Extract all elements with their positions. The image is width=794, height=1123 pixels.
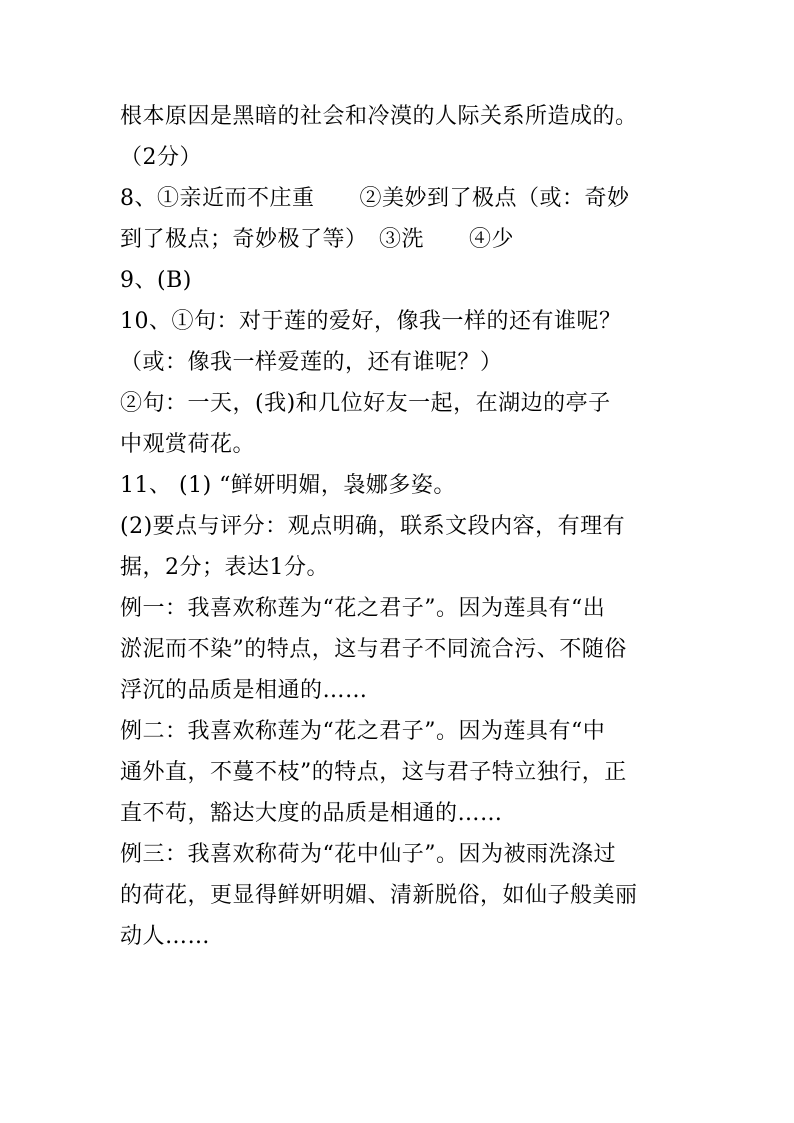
text-line: 浮沉的品质是相通的…… [120, 678, 368, 703]
text-line: 到了极点；奇妙极了等） ③洗 ④少 [120, 227, 515, 252]
text-line: 淤泥而不染”的特点，这与君子不同流合污、不随俗 [120, 637, 627, 662]
answer-8-line: 8、①亲近而不庄重 ②美妙到了极点（或：奇妙 [120, 186, 630, 211]
answer-9-line: 9、(B) [120, 268, 192, 293]
example-2-line: 例二：我喜欢称莲为“花之君子”。因为莲具有“中 [120, 719, 606, 744]
text-line: 根本原因是黑暗的社会和冷漠的人际关系所造成的。 [120, 104, 638, 129]
text-line: 动人…… [120, 924, 211, 949]
text-line: ②句：一天，(我)和几位好友一起，在湖边的亭子 [120, 391, 611, 416]
text-line: （2分） [120, 145, 202, 170]
text-line: 直不苟，豁达大度的品质是相通的…… [120, 801, 503, 826]
answer-text-block [120, 96, 680, 957]
text-line: 通外直，不蔓不枝”的特点，这与君子特立独行，正 [120, 760, 627, 785]
example-3-line: 例三：我喜欢称荷为“花中仙子”。因为被雨洗涤过 [120, 842, 616, 867]
text-line: （或：像我一样爱莲的，还有谁呢？） [120, 350, 503, 375]
text-line: (2)要点与评分：观点明确，联系文段内容，有理有 [120, 514, 626, 539]
text-line: 的荷花，更显得鲜妍明媚、清新脱俗，如仙子般美丽 [120, 883, 638, 908]
example-1-line: 例一：我喜欢称莲为“花之君子”。因为莲具有“出 [120, 596, 606, 621]
text-line: 中观赏荷花。 [120, 432, 256, 457]
answer-10-line: 10、①句：对于莲的爱好，像我一样的还有谁呢？ [120, 309, 622, 334]
answer-11-line: 11、 (1) “鲜妍明媚，袅娜多姿。 [120, 473, 456, 498]
text-line: 据，2分；表达1分。 [120, 555, 329, 580]
